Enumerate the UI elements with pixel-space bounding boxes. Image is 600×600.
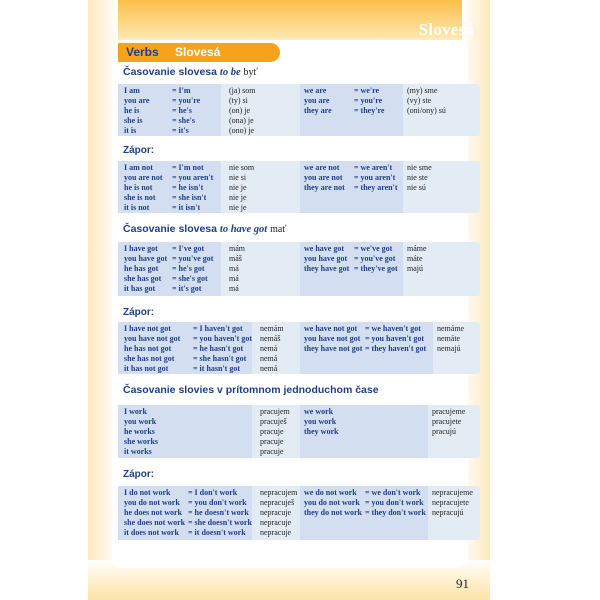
section-title-en: Verbs (126, 45, 159, 59)
translation: má (229, 274, 239, 283)
full-form: you have not got (304, 334, 361, 343)
full-form: they have not got (304, 344, 363, 353)
short-form: = you don't work (365, 498, 424, 507)
full-form: they work (304, 427, 339, 436)
translation: pracujem (260, 407, 290, 416)
section-title-pill (118, 43, 280, 62)
full-form: it does not work (124, 528, 179, 537)
full-form: it works (124, 447, 152, 456)
translation: nie som (229, 163, 255, 172)
full-form: I have got (124, 244, 158, 253)
translation: nie ste (407, 173, 428, 182)
translation: (on) je (229, 106, 251, 115)
short-form: = he doesn't work (188, 508, 249, 517)
translation: nemáš (260, 334, 281, 343)
translation: (oni/ony) sú (407, 106, 446, 115)
full-form: she is (124, 116, 143, 125)
short-form: = you haven't got (365, 334, 425, 343)
short-form: = she isn't (172, 193, 207, 202)
full-form: she does not work (124, 518, 186, 527)
full-form: he has not got (124, 344, 172, 353)
translation: nepracuje (260, 528, 292, 537)
translation: nemáte (437, 334, 461, 343)
translation: nemá (260, 354, 278, 363)
full-form: I am not (124, 163, 153, 172)
translation: nie je (229, 203, 247, 212)
full-form: it is not (124, 203, 150, 212)
translation: (ja) som (229, 86, 256, 95)
translation: nemá (260, 344, 278, 353)
translation: máme (407, 244, 427, 253)
full-form: she is not (124, 193, 156, 202)
full-form: she has got (124, 274, 162, 283)
translation: mám (229, 244, 245, 253)
short-form: = you're (354, 96, 383, 105)
full-form: you are (124, 96, 150, 105)
translation: pracujete (432, 417, 462, 426)
short-form: = you're (172, 96, 201, 105)
full-form: you are not (124, 173, 163, 182)
full-form: it has not got (124, 364, 169, 373)
full-form: you have got (304, 254, 348, 263)
section-title-sk: Slovesá (175, 45, 221, 59)
translation: nemám (260, 324, 284, 333)
translation: nepracuješ (260, 498, 295, 507)
full-form: you do not work (124, 498, 180, 507)
short-form: = you haven't got (193, 334, 253, 343)
heading-text: Časovanie slovesa (123, 66, 217, 78)
short-form: = they haven't got (365, 344, 427, 353)
full-form: I have not got (124, 324, 171, 333)
section-heading (123, 66, 258, 78)
short-form: = you aren't (172, 173, 214, 182)
full-form: you work (124, 417, 157, 426)
short-form: = they aren't (354, 183, 398, 192)
translation: nepracuje (260, 508, 292, 517)
short-form: = you aren't (354, 173, 396, 182)
short-form: = I'm (172, 86, 191, 95)
short-form: = I've got (172, 244, 205, 253)
translation: má (229, 284, 239, 293)
translation: nemajú (437, 344, 461, 353)
short-form: = we're (354, 86, 380, 95)
full-form: they have got (304, 264, 350, 273)
translation: (ono) je (229, 126, 255, 135)
full-form: we work (304, 407, 334, 416)
short-form: = you've got (172, 254, 214, 263)
heading-verb: to be (219, 67, 241, 78)
short-form: = I don't work (188, 488, 238, 497)
full-form: we have got (304, 244, 344, 253)
short-form: = he isn't (172, 183, 204, 192)
translation: (my) sme (407, 86, 438, 95)
full-form: I work (124, 407, 147, 416)
translation: pracuješ (260, 417, 287, 426)
full-form: I am (124, 86, 140, 95)
translation: pracuje (260, 447, 284, 456)
translation: majú (407, 264, 423, 273)
full-form: you work (304, 417, 337, 426)
full-form: it is (124, 126, 137, 135)
short-form: = she hasn't got (193, 354, 247, 363)
heading-text: Časovanie slovies v prítomnom jednoduchom čase (123, 384, 379, 396)
heading-text: Časovanie slovesa (123, 223, 217, 235)
short-form: = he's got (172, 264, 205, 273)
translation: nepracujem (260, 488, 298, 497)
page-number: 91 (456, 576, 469, 591)
full-form: you have not got (124, 334, 181, 343)
translation: (ona) je (229, 116, 254, 125)
short-form: = she's (172, 116, 196, 125)
translation: pracuje (260, 427, 284, 436)
translation: (ty) si (229, 96, 248, 105)
short-form: = you've got (354, 254, 396, 263)
section-heading (123, 384, 379, 396)
heading-translation: byť (243, 67, 258, 78)
full-form: he has got (124, 264, 159, 273)
full-form: they do not work (304, 508, 363, 517)
short-form: = he's (172, 106, 192, 115)
full-form: we are not (304, 163, 340, 172)
translation: nie si (229, 173, 247, 182)
affirmative-table (118, 405, 480, 458)
translation: nepracujete (432, 498, 469, 507)
short-form: = it's (172, 126, 189, 135)
short-form: = we aren't (354, 163, 393, 172)
translation: pracuje (260, 437, 284, 446)
negative-label: Zápor: (123, 307, 155, 318)
short-form: = they're (354, 106, 385, 115)
short-form: = you don't work (188, 498, 247, 507)
full-form: they are not (304, 183, 345, 192)
short-form: = we've got (354, 244, 393, 253)
translation: nie sú (407, 183, 426, 192)
translation: nie je (229, 183, 247, 192)
translation: nie je (229, 193, 247, 202)
heading-verb: to have got (219, 224, 268, 235)
negative-label: Zápor: (123, 469, 155, 480)
short-form: = it doesn't work (188, 528, 246, 537)
short-form: = it's got (172, 284, 202, 293)
short-form: = she's got (172, 274, 208, 283)
full-form: she works (124, 437, 159, 446)
full-form: you are (304, 96, 330, 105)
full-form: you have got (124, 254, 168, 263)
negative-label: Zápor: (123, 145, 155, 156)
full-form: I do not work (124, 488, 171, 497)
full-form: we are (304, 86, 327, 95)
translation: má (229, 264, 239, 273)
short-form: = they've got (354, 264, 398, 273)
full-form: we have not got (304, 324, 358, 333)
full-form: we do not work (304, 488, 357, 497)
full-form: they are (304, 106, 332, 115)
heading-translation: mať (270, 224, 287, 235)
translation: nepracujeme (432, 488, 473, 497)
translation: nepracujú (432, 508, 464, 517)
translation: (vy) ste (407, 96, 432, 105)
translation: nie sme (407, 163, 432, 172)
translation: nemá (260, 364, 278, 373)
short-form: = it isn't (172, 203, 201, 212)
full-form: he works (124, 427, 155, 436)
full-form: it has got (124, 284, 156, 293)
translation: pracujú (432, 427, 456, 436)
short-form: = he hasn't got (193, 344, 244, 353)
short-form: = I'm not (172, 163, 204, 172)
full-form: you are not (304, 173, 343, 182)
translation: pracujeme (432, 407, 466, 416)
full-form: he is not (124, 183, 153, 192)
full-form: he does not work (124, 508, 183, 517)
full-form: he is (124, 106, 140, 115)
short-form: = I haven't got (193, 324, 243, 333)
translation: máš (229, 254, 242, 263)
running-head: Slovesá (418, 20, 474, 39)
short-form: = they don't work (365, 508, 426, 517)
short-form: = we don't work (365, 488, 421, 497)
short-form: = it hasn't got (193, 364, 241, 373)
section-heading (123, 223, 287, 235)
short-form: = we haven't got (365, 324, 421, 333)
translation: máte (407, 254, 423, 263)
translation: nepracuje (260, 518, 292, 527)
translation: nemáme (437, 324, 465, 333)
full-form: you do not work (304, 498, 360, 507)
short-form: = she doesn't work (188, 518, 252, 527)
full-form: she has not got (124, 354, 175, 363)
